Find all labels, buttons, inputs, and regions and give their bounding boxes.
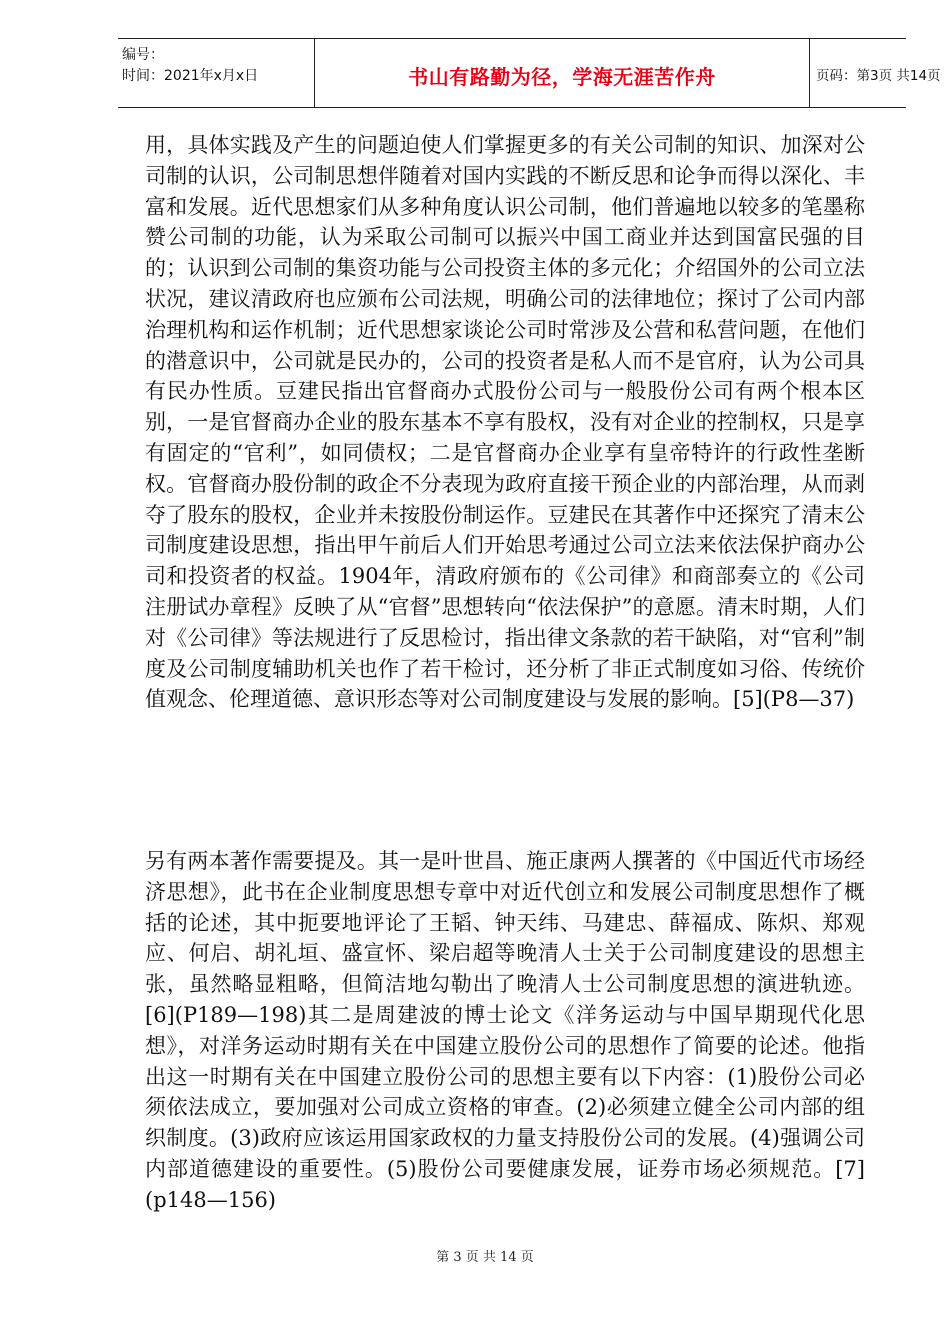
header-page-number: 页码：第3页 共14页 bbox=[816, 68, 941, 84]
page-footer: 第 3 页 共 14 页 bbox=[436, 1250, 534, 1265]
header-slogan-cell bbox=[315, 39, 810, 107]
body-paragraph-2: 另有两本著作需要提及。其一是叶世昌、施正康两人撰著的《中国近代市场经济思想》，此书在企业制度思想专章中对近代创立和发展公司制度思想作了概括的论述，其中扼要地评论了王韬、钟天纬、马建忠、薛福成、陈炽、郑观应、何启、胡礼垣、盛宣怀、梁启超等晚清人士关于公司制度建设的思想主张，虽然略显粗略，但简洁地勾勒出了晚清人士公司制度思想的演进轨迹。[6](P189—198)其二是周建波的博士论文《洋务运动与中国早期现代化思想》，对洋务运动时期有关在中国建立股份公司的思想作了简要的论述。他指出这一时期有关在中国建立股份公司的思想主要有以下内容：(1)股份公司必须依法成立，要加强对公司成立资格的审查。(2)必须建立健全公司内部的组织制度。(3)政府应该运用国家政权的力量支持股份公司的发展。(4)强调公司内部道德建设的重要性。(5)股份公司要健康发展，证券市场必须规范。[7](p148—156) bbox=[145, 849, 865, 1212]
header-page-cell bbox=[810, 39, 941, 107]
header-slogan: 书山有路勤为径，学海无涯苦作舟 bbox=[408, 65, 716, 89]
document-time-label: 时间：2021年x月x日 bbox=[122, 68, 259, 84]
page-header bbox=[118, 38, 941, 108]
document-number-label: 编号： bbox=[122, 47, 164, 63]
header-meta-cell bbox=[118, 39, 315, 107]
body-paragraph-1: 用，具体实践及产生的问题迫使人们掌握更多的有关公司制的知识、加深对公司制的认识，公司制思想伴随着对国内实践的不断反思和论争而得以深化、丰富和发展。近代思想家们从多种角度认识公司制，他们普遍地以较多的笔墨称赞公司制的功能，认为采取公司制可以振兴中国工商业并达到国富民强的目的；认识到公司制的集资功能与公司投资主体的多元化；介绍国外的公司立法状况，建议清政府也应颁布公司法规，明确公司的法律地位；探讨了公司内部治理机构和运作机制；近代思想家谈论公司时常涉及公营和私营问题，在他们的潜意识中，公司就是民办的，公司的投资者是私人而不是官府，认为公司具有民办性质。豆建民指出官督商办式股份公司与一般股份公司有两个根本区别，一是官督商办企业的股东基本不享有股权，没有对企业的控制权，只是享有固定的“官利”，如同债权；二是官督商办企业享有皇帝特许的行政性垄断权。官督商办股份制的政企不分表现为政府直接干预企业的内部治理，从而剥夺了股东的股权，企业并未按股份制运作。豆建民在其著作中还探究了清末公司制度建设思想，指出甲午前后人们开始思考通过公司立法来依法保护商办公司和投资者的权益。1904年，清政府颁布的《公司律》和商部奏立的《公司注册试办章程》反映了从“官督”思想转向“依法保护”的意愿。清末时期，人们对《公司律》等法规进行了反思检讨，指出律文条款的若干缺陷，对“官利”制度及公司制度辅助机关也作了若干检讨，还分析了非正式制度如习俗、传统价值观念、伦理道德、意识形态等对公司制度建设与发展的影响。[5](P8—37) bbox=[145, 133, 865, 712]
